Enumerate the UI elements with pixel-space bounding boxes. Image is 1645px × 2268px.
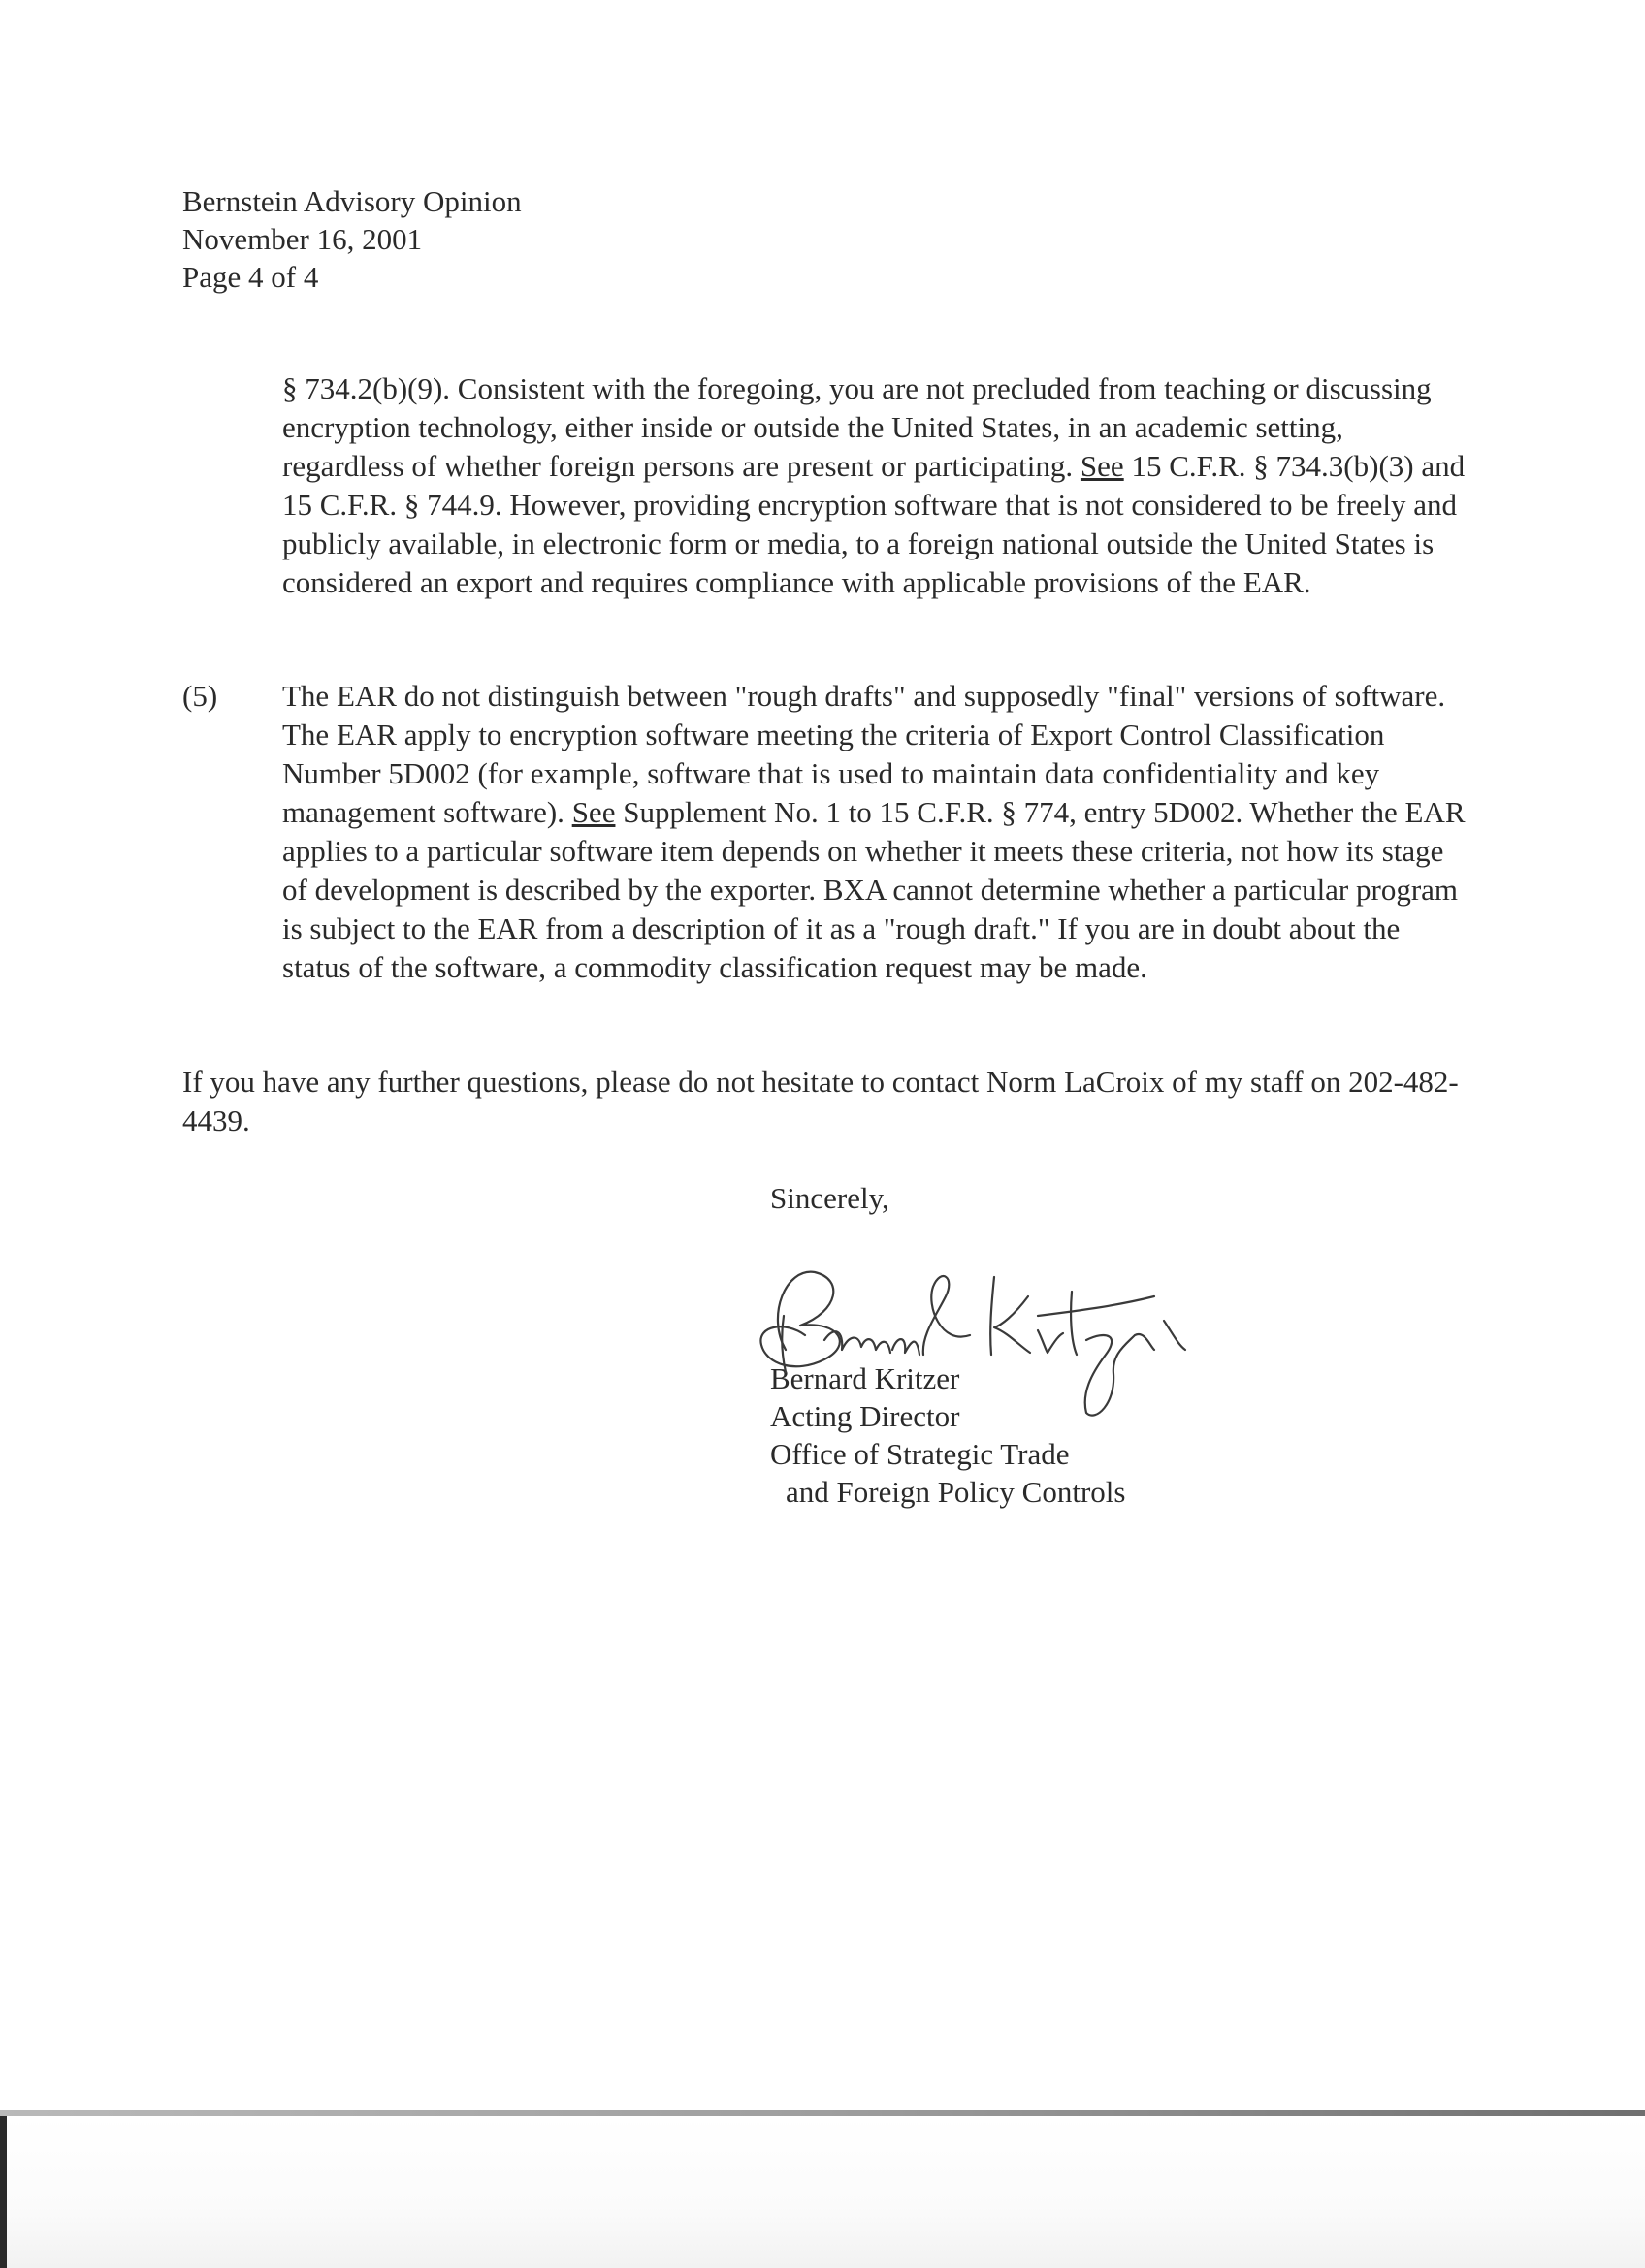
header-date: November 16, 2001 <box>182 222 423 256</box>
signer-office: Office of Strategic Trade <box>770 1437 1070 1471</box>
signer-title: Acting Director <box>770 1399 960 1433</box>
see-citation: See <box>571 795 616 829</box>
continued-paragraph <box>282 369 1466 602</box>
letter-header <box>182 182 522 296</box>
item-5-paragraph <box>282 677 1466 987</box>
signer-office-continued: and Foreign Policy Controls <box>786 1475 1126 1509</box>
item5-text-part1: The EAR do not distinguish between "rough drafts" and supposedly "final" versions of software. The EAR apply to encryption software meeting the criteria of Export Control Classification Number 5D002 (for example, software that is used to maintain data confidentiality and key management software). <box>282 679 1446 829</box>
header-page-number: Page 4 of 4 <box>182 260 319 294</box>
item-number: (5) <box>182 679 218 713</box>
item5-text-part2: Supplement No. 1 to 15 C.F.R. § 774, entry 5D002. Whether the EAR applies to a particular software item depends on whether it meets these criteria, not how its stage of development is described by the exporter. BXA cannot determine whether a particular program is subject to the EAR from a description of it as a "rough draft." If you are in doubt about the status of the software, a commodity classification request may be made. <box>282 795 1466 984</box>
closing-paragraph: If you have any further questions, please do not hesitate to contact Norm LaCroix of my staff on 202-482-4439. <box>182 1065 1459 1137</box>
scan-background <box>0 2116 1645 2268</box>
continued-text-part2: 15 C.F.R. § 734.3(b)(3) and 15 C.F.R. § 744.9. However, providing encryption software that is not considered to be freely and publicly available, in electronic form or media, to a foreign national outside the United States is considered an export and requires compliance with applicable provisions of the EAR. <box>282 449 1466 599</box>
see-citation: See <box>1080 449 1124 483</box>
valediction: Sincerely, <box>770 1181 889 1215</box>
handwritten-signature <box>747 1258 1203 1422</box>
header-title: Bernstein Advisory Opinion <box>182 184 522 218</box>
signer-name: Bernard Kritzer <box>770 1361 960 1395</box>
scan-left-border <box>0 2116 7 2268</box>
continued-text-part1: § 734.2(b)(9). Consistent with the foregoing, you are not precluded from teaching or discussing encryption technology, either inside or outside the United States, in an academic setting, regardless of whether foreign persons are present or participating. <box>282 371 1432 483</box>
